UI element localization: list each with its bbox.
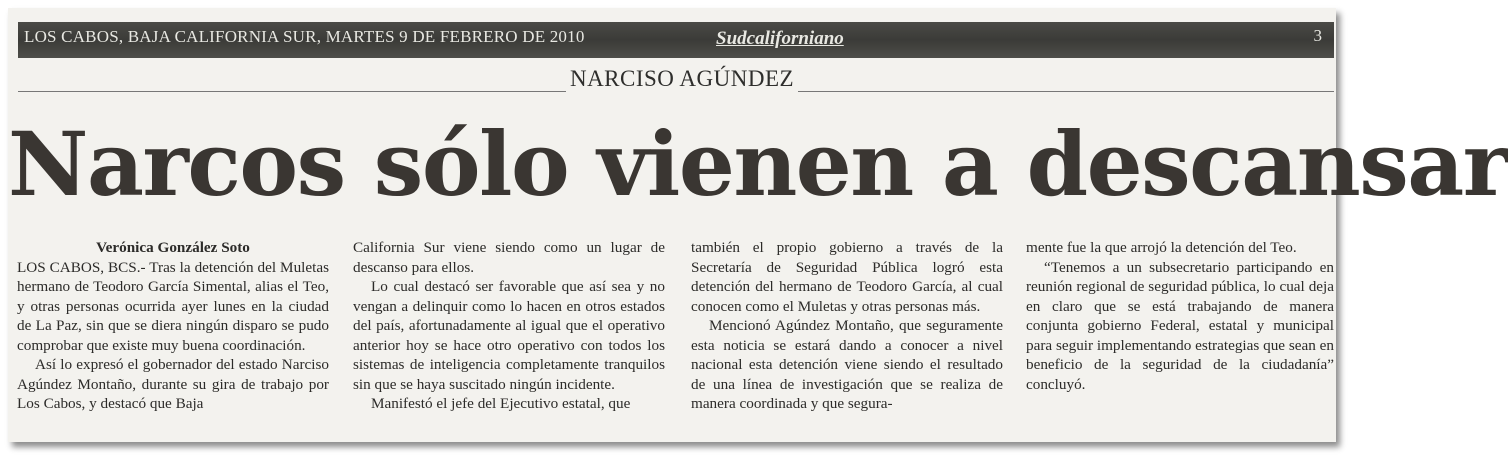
page-number: 3	[1313, 26, 1322, 45]
paragraph: California Sur viene siendo como un lugar de descanso para ellos.	[353, 239, 665, 276]
byline: Verónica González Soto	[96, 239, 250, 256]
newspaper-page	[8, 8, 1508, 442]
article-column-1	[17, 238, 329, 414]
section-heading-wrap	[8, 66, 1356, 92]
paragraph: también el propio gobierno a través de la Secretaría de Seguridad Pública logró esta detención del hermano de Teodoro García, al cual conocen como el Muletas y otras personas más.	[691, 239, 1003, 315]
paragraph: Lo cual destacó ser favorable que así sea y no vengan a delinquir como lo hacen en otros estados del país, afortunadamente al igual que el operativo anterior hoy se hace otro operativo con todos los sistemas de inteligencia completamente tranquilos sin que se haya suscitado ningún incidente.	[353, 278, 665, 393]
paragraph: LOS CABOS, BCS.- Tras la detención del Muletas hermano de Teodoro García Simental, alias el Teo, y otras personas ocurrida ayer lunes en la ciudad de La Paz, sin que se diera ningún disparo se pudo comprobar que existe muy buena coordinación.	[17, 258, 329, 354]
newspaper-logo: Sudcaliforniano	[716, 28, 844, 49]
paragraph: “Tenemos a un subsecretario participando en reunión regional de seguridad pública, lo cual deja en claro que se está trabajando de manera conjunta gobierno Federal, estatal y municipal para seguir implementando estrategias que sean en beneficio de la seguridad de la ciudadanía” concluyó.	[1026, 258, 1334, 393]
paragraph: Así lo expresó el gobernador del estado Narciso Agúndez Montaño, durante su gira de trabajo por Los Cabos, y destacó que Baja	[17, 356, 329, 412]
article-column-2	[353, 238, 665, 414]
page-header-bar	[18, 22, 1334, 58]
paragraph: Mencionó Agúndez Montaño, que seguramente esta noticia se estará dando a conocer a nivel nacional esta detención viene siendo el resultado de una línea de investigación que se realiza de manera coordinada y que segura-	[691, 317, 1003, 412]
section-heading: NARCISO AGÚNDEZ	[566, 66, 798, 92]
dateline: LOS CABOS, BAJA CALIFORNIA SUR, MARTES 9 DE FEBRERO DE 2010	[24, 27, 585, 46]
article-column-4	[1026, 238, 1334, 394]
paragraph: mente fue la que arrojó la detención del Teo.	[1026, 239, 1297, 256]
headline: Narcos sólo vienen a descansar	[8, 112, 1508, 216]
paragraph: Manifestó el jefe del Ejecutivo estatal, que	[371, 395, 631, 412]
article-column-3	[691, 238, 1003, 414]
